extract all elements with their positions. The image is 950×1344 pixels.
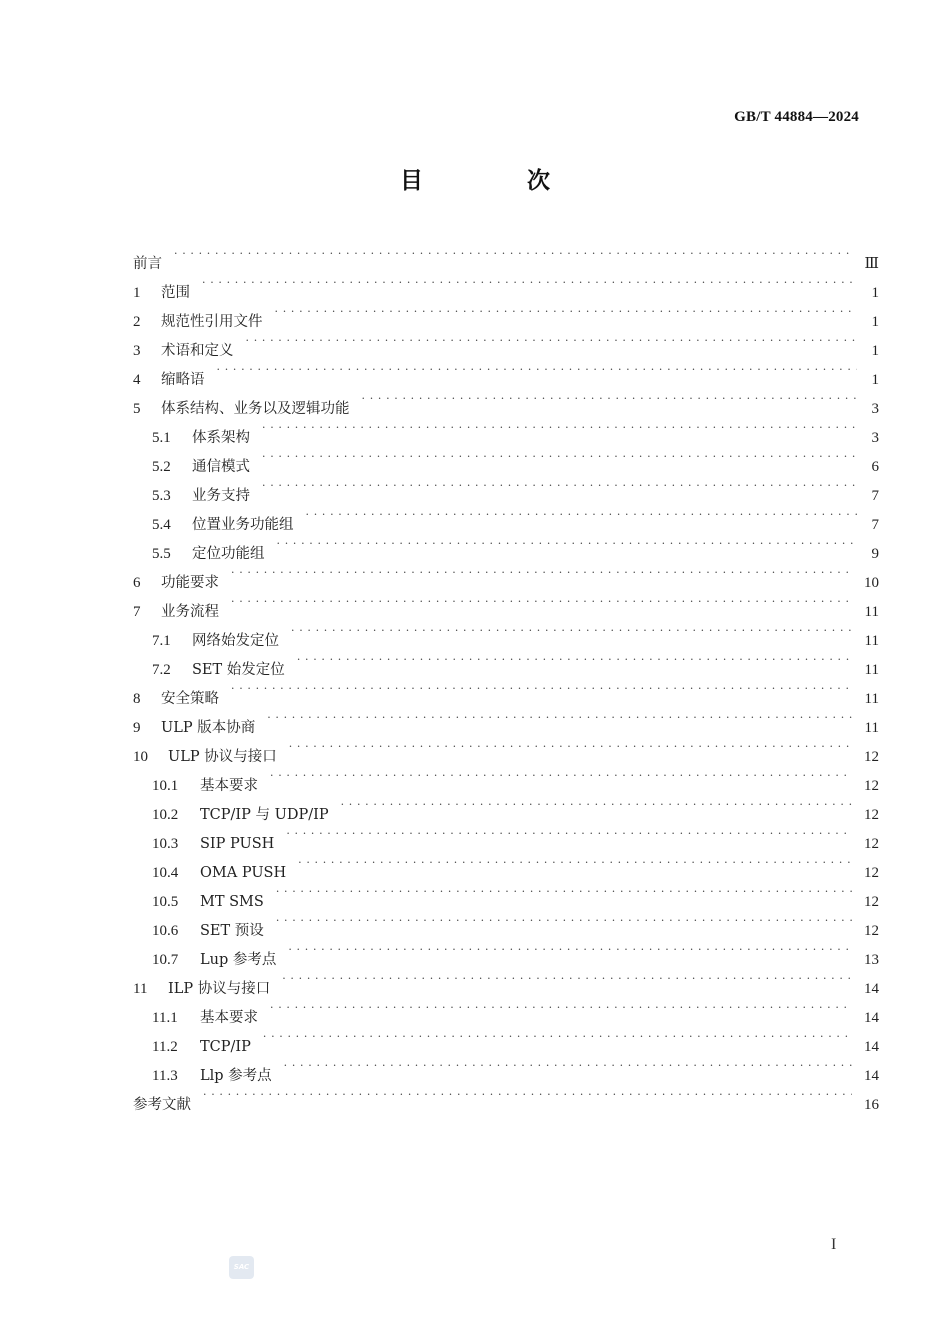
toc-entry-title[interactable]: SIP PUSH [200, 836, 275, 852]
toc-entry-number: 5.4 [152, 517, 171, 533]
toc-entry-title[interactable]: 体系结构、业务以及逻辑功能 [161, 401, 350, 417]
toc-entry-number: 5.3 [152, 488, 171, 504]
toc-entry-page[interactable]: 11 [864, 662, 879, 678]
toc-dot-leader [276, 877, 852, 906]
toc-dot-leader [297, 645, 853, 674]
toc-entry-page[interactable]: Ⅲ [864, 256, 879, 272]
toc-dot-leader [286, 819, 852, 848]
toc-dot-leader [217, 355, 858, 384]
toc-entry-title[interactable]: 网络始发定位 [192, 633, 279, 649]
toc-entry-page[interactable]: 1 [871, 285, 879, 301]
toc-dot-leader [231, 558, 852, 587]
toc-entry[interactable] [133, 558, 879, 591]
toc-entry-page[interactable]: 9 [871, 546, 879, 562]
toc-entry-page[interactable]: 1 [871, 314, 879, 330]
toc-entry-number: 10.5 [152, 894, 179, 910]
toc-dot-leader [284, 1051, 852, 1080]
toc-entry-title[interactable]: 定位功能组 [192, 546, 265, 562]
standard-code: GB/T 44884—2024 [734, 109, 859, 125]
toc-entry-page[interactable]: 12 [864, 894, 879, 910]
toc-entry-page[interactable]: 6 [871, 459, 879, 475]
toc-entry[interactable] [133, 355, 879, 388]
toc-dot-leader [341, 790, 852, 819]
toc-entry-number: 4 [133, 372, 141, 388]
toc-entry-title[interactable]: 前言 [133, 256, 162, 272]
toc-entry-title[interactable]: SET 预设 [200, 923, 264, 939]
toc-entry-title[interactable]: Llp 参考点 [200, 1068, 272, 1084]
toc-dot-leader [231, 587, 853, 616]
page-number: I [831, 1236, 837, 1253]
toc-entry-title[interactable]: OMA PUSH [200, 865, 287, 881]
toc-entry-title[interactable]: 安全策略 [161, 691, 219, 707]
toc-entry-page[interactable]: 1 [871, 372, 879, 388]
toc-entry-page[interactable]: 7 [871, 488, 879, 504]
toc-entry-page[interactable]: 12 [864, 865, 879, 881]
toc-entry-number: 3 [133, 343, 141, 359]
toc-dot-leader [246, 326, 858, 355]
toc-entry-number: 10 [133, 749, 148, 765]
toc-dot-leader [263, 1022, 852, 1051]
toc-entry-number: 2 [133, 314, 141, 330]
toc-entry[interactable] [133, 297, 879, 330]
toc-dot-leader [288, 935, 852, 964]
toc-entry-number: 10.7 [152, 952, 179, 968]
toc-dot-leader [362, 384, 858, 413]
toc-entry-number: 5.2 [152, 459, 171, 475]
toc-dot-leader [203, 1080, 852, 1109]
toc-entry-title[interactable]: TCP/IP 与 UDP/IP [200, 807, 329, 823]
toc-entry-title[interactable]: 术语和定义 [161, 343, 234, 359]
toc-entry-page[interactable]: 12 [864, 923, 879, 939]
toc-entry-title[interactable]: 缩略语 [161, 372, 205, 388]
toc-dot-leader [306, 500, 858, 529]
toc-entry-title[interactable]: 体系架构 [192, 430, 250, 446]
toc-entry-title[interactable]: 基本要求 [200, 778, 258, 794]
toc-dot-leader [202, 268, 857, 297]
toc-entry-title[interactable]: 参考文献 [133, 1097, 191, 1113]
toc-entry-title[interactable]: 规范性引用文件 [161, 314, 263, 330]
toc-entry-page[interactable]: 1 [871, 343, 879, 359]
toc-entry-number: 10.2 [152, 807, 179, 823]
toc-entry-page[interactable]: 12 [864, 807, 879, 823]
toc-dot-leader [262, 442, 857, 471]
toc-dot-leader [231, 674, 853, 703]
toc-entry[interactable] [133, 268, 879, 301]
toc-entry-title[interactable]: MT SMS [200, 894, 264, 910]
toc-entry-number: 11 [133, 981, 148, 997]
toc-entry-number: 11.3 [152, 1068, 178, 1084]
toc-title: 目 次 [399, 168, 598, 194]
toc-dot-leader [291, 616, 853, 645]
toc-entry-title[interactable]: Lup 参考点 [200, 952, 277, 968]
sac-watermark-logo: SAC [229, 1256, 254, 1279]
toc-entry-title[interactable]: SET 始发定位 [192, 662, 285, 678]
toc-entry-number: 8 [133, 691, 141, 707]
toc-entry-number: 10.3 [152, 836, 179, 852]
toc-entry[interactable] [133, 239, 879, 272]
toc-entry-page[interactable]: 14 [864, 981, 879, 997]
toc-dot-leader [276, 906, 852, 935]
toc-entry-number: 5.5 [152, 546, 171, 562]
toc-entry-page[interactable]: 14 [864, 1068, 879, 1084]
toc-dot-leader [262, 413, 857, 442]
toc-dot-leader [270, 761, 852, 790]
toc-dot-leader [267, 703, 852, 732]
toc-entry-page[interactable]: 14 [864, 1039, 879, 1055]
toc-entry[interactable] [133, 1080, 879, 1113]
table-of-contents [133, 239, 879, 1113]
toc-entry[interactable] [133, 616, 879, 649]
toc-dot-leader [282, 964, 852, 993]
toc-dot-leader [270, 993, 852, 1022]
toc-entry-page[interactable]: 11 [864, 633, 879, 649]
toc-dot-leader [289, 732, 852, 761]
toc-entry-number: 1 [133, 285, 141, 301]
toc-entry-number: 5.1 [152, 430, 171, 446]
toc-entry-number: 9 [133, 720, 141, 736]
toc-dot-leader [298, 848, 852, 877]
toc-entry-page[interactable]: 12 [864, 836, 879, 852]
toc-entry-page[interactable]: 12 [864, 749, 879, 765]
toc-entry-number: 10.6 [152, 923, 179, 939]
toc-entry[interactable] [133, 326, 879, 359]
toc-entry-title[interactable]: ILP 协议与接口 [168, 981, 271, 997]
toc-entry-page[interactable]: 10 [864, 575, 879, 591]
toc-entry[interactable] [133, 703, 879, 736]
toc-entry-title[interactable]: 业务流程 [161, 604, 219, 620]
toc-dot-leader [277, 529, 858, 558]
toc-entry-page[interactable]: 13 [864, 952, 879, 968]
toc-entry-page[interactable]: 14 [864, 1010, 879, 1026]
toc-entry-title[interactable]: 业务支持 [192, 488, 250, 504]
toc-entry-page[interactable]: 3 [871, 401, 879, 417]
toc-entry-number: 6 [133, 575, 141, 591]
toc-entry-page[interactable]: 7 [871, 517, 879, 533]
toc-entry[interactable] [133, 587, 879, 620]
toc-entry-page[interactable]: 16 [864, 1097, 879, 1113]
toc-entry-number: 10.1 [152, 778, 179, 794]
toc-entry-number: 5 [133, 401, 141, 417]
toc-entry-title[interactable]: ULP 协议与接口 [168, 749, 277, 765]
toc-entry-number: 7 [133, 604, 141, 620]
toc-entry[interactable] [133, 384, 879, 417]
toc-entry-title[interactable]: ULP 版本协商 [161, 720, 256, 736]
toc-dot-leader [174, 239, 853, 268]
toc-entry-number: 7.2 [152, 662, 171, 678]
toc-entry-page[interactable]: 12 [864, 778, 879, 794]
toc-entry-number: 11.2 [152, 1039, 178, 1055]
toc-entry-title[interactable]: 范围 [161, 285, 190, 301]
toc-entry-page[interactable]: 11 [864, 604, 879, 620]
toc-entry-page[interactable]: 3 [871, 430, 879, 446]
toc-entry-title[interactable]: 位置业务功能组 [192, 517, 294, 533]
toc-dot-leader [262, 471, 857, 500]
toc-entry-number: 11.1 [152, 1010, 178, 1026]
toc-entry[interactable] [133, 674, 879, 707]
toc-entry-title[interactable]: 基本要求 [200, 1010, 258, 1026]
toc-entry-title[interactable]: TCP/IP [200, 1039, 251, 1055]
toc-entry-number: 10.4 [152, 865, 179, 881]
toc-entry-page[interactable]: 11 [864, 720, 879, 736]
toc-dot-leader [275, 297, 858, 326]
toc-entry-number: 7.1 [152, 633, 171, 649]
toc-entry-page[interactable]: 11 [864, 691, 879, 707]
toc-entry-title[interactable]: 功能要求 [161, 575, 219, 591]
toc-entry-title[interactable]: 通信模式 [192, 459, 250, 475]
